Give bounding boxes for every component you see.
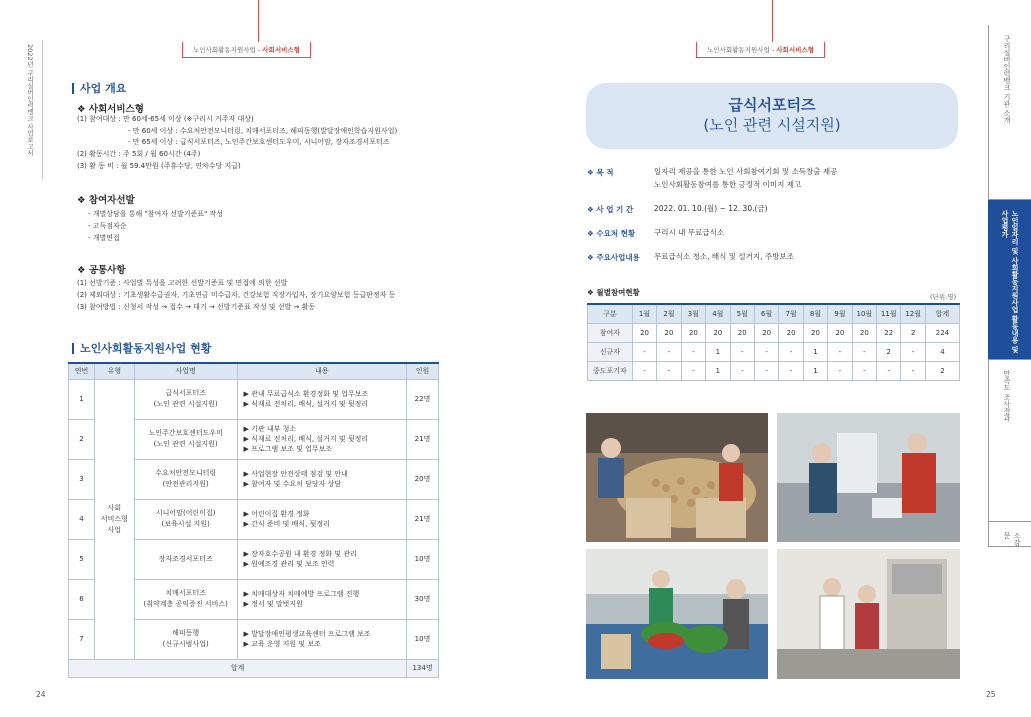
selection-line: - 개별상담을 통해 "참여자 선발기준표" 작성	[88, 210, 224, 218]
total-value: 134명	[407, 659, 439, 677]
program-subtitle: (노인 관련 시설지원)	[703, 116, 841, 134]
header-count: 인원	[407, 363, 439, 379]
info-label-period: ❖ 사 업 기 간	[587, 205, 634, 214]
subtitle-selection: ❖ 참여자선발	[77, 195, 135, 206]
program-status-table	[68, 362, 439, 678]
tab-institution-intro[interactable]: 구리실버인력뱅크 기관 소개	[988, 25, 1031, 200]
type-cell: 사회 서비스형 사업	[94, 379, 134, 659]
program-title-banner	[586, 83, 958, 149]
table-row: 5 장자조경서포터즈 ▶ 장자호수공원 내 환경 정화 및 관리 ▶ 원예조경 관리 및 보조 인력 10명	[69, 539, 439, 579]
overview-line: (3) 활 동 비 : 월 59.4만원 (주휴수당, 연차수당 지급)	[77, 162, 241, 170]
section-title-overview: 사업 개요	[72, 83, 126, 94]
table-row: 7 해피동행 (신규시범사업) ▶ 발달장애인평생교육센터 프로그램 보조 ▶ 교육 운영 지원 및 보조 10명	[69, 619, 439, 659]
left-page-header: 노인사회활동지원사업 - 사회서비스형	[182, 42, 311, 58]
activity-photo-serving	[777, 549, 960, 679]
tab-satisfaction-survey[interactable]: 만족도 조사결과	[988, 360, 1031, 522]
overview-line: - 만 60세 이상 : 수요처안전모니터링, 치매서포터즈, 해피동행(발달장애인학습지원사업)	[128, 126, 398, 135]
selection-line: - 개별면접	[88, 234, 120, 242]
activity-photo-vegetables	[586, 549, 768, 679]
header-content: 내용	[237, 363, 407, 379]
header-name: 사업명	[134, 363, 237, 379]
table-row: 2 노인주간보호센터도우미 (노인 관련 시설지원) ▶ 기관 내부 청소 ▶ 식재료 전처리, 배식, 설거지 및 뒷정리 ▶ 프로그램 보조 및 업무보조 21명	[69, 419, 439, 459]
selection-line: - 고득점자순	[88, 222, 127, 230]
right-page-header: 노인사회활동지원사업 - 사회서비스형	[696, 42, 825, 58]
left-spine-text: 2022년 구리실버인력뱅크 사업보고서	[26, 44, 34, 156]
tab-testimonials[interactable]: 소감문	[988, 522, 1031, 547]
monthly-header-row: 구분 1월 2월 3월 4월 5월 6월 7월 8월 9월 10월 11월 12월 합계	[588, 304, 960, 323]
table-total-row	[69, 659, 439, 677]
monthly-title: ❖ 월별참여현황	[587, 288, 640, 297]
monthly-row: 참여자 20 20 20 20 20 20 20 20 20 20 22 2 224	[588, 323, 960, 342]
header-line	[258, 0, 259, 42]
common-line: (1) 선발기준 : 사업별 특성을 고려한 선발기준표 및 면접에 의한 선발	[77, 279, 288, 287]
table-row: 4 시니어맘(어린이집) (보육시설 지원) ▶ 어린이집 환경 정화 ▶ 간식 준비 및 배식, 뒷정리 21명	[69, 499, 439, 539]
table-row: 6 치매서포터즈 (취약계층 공익증진 서비스) ▶ 치매대상자 치매예방 프로그램 진행 ▶ 정서 및 말벗지원 30명	[69, 579, 439, 619]
monthly-row: 신규자 - - - 1 - - - 1 - - 2 - 4	[588, 342, 960, 361]
info-value-purpose: 일자리 제공을 통한 노인 사회참여기회 및 소득창출 제공 노인사회활동참여를 통한 긍정적 이미지 제고	[654, 167, 838, 189]
common-line: (2) 제외대상 : 기초생활수급권자, 기초연금 미수급자, 건강보험 직장가입자, 장기요양보험 등급판정자 등	[77, 291, 396, 299]
spine-divider	[42, 40, 43, 180]
right-page-number: 25	[986, 690, 996, 699]
info-label-purpose: ❖ 목 적	[587, 168, 614, 177]
overview-line: (1) 참여대상 : 만 60세-65세 이상 (※구리시 거주자 대상)	[77, 115, 254, 123]
monthly-participation-table	[587, 303, 960, 381]
table-header-row	[69, 363, 439, 379]
overview-line: - 만 65세 이상 : 급식서포터즈, 노인주간보호센터도우미, 시니어맘, 장자조경서포터즈	[128, 138, 390, 146]
total-label: 합계	[69, 659, 407, 677]
unit-label: (단위:명)	[930, 293, 957, 301]
program-title: 급식서포터즈	[728, 96, 816, 114]
subtitle-social-service: ❖ 사회서비스형	[77, 104, 144, 115]
tab-program-activities[interactable]: 노인일자리 및 사회활동지원사업 활동내용 및 사업평가	[988, 200, 1031, 360]
header-no: 연번	[69, 363, 95, 379]
overview-line: (2) 활동시간 : 주 5회 / 월 60시간 (4주)	[77, 150, 201, 158]
header-line	[772, 0, 773, 42]
left-page-number: 24	[36, 690, 46, 699]
info-value-period: 2022. 01. 10.(월) ~ 12. 30.(금)	[654, 204, 768, 213]
activity-photo-kitchen	[777, 413, 960, 542]
info-value-main: 무료급식소 청소, 배식 및 설거지, 주방보조	[654, 252, 794, 261]
header-type: 유형	[94, 363, 134, 379]
table-row: 3 수요처안전모니터링 (안전관리지원) ▶ 사업현장 안전상태 점검 및 안내 ▶ 참여자 및 수요처 담당자 상담 20명	[69, 459, 439, 499]
info-value-site: 구리시 내 무료급식소	[654, 228, 724, 237]
common-line: (3) 참여방법 : 신청서 작성 → 접수 → 대기 → 선발기준표 작성 및 선발 → 활동	[77, 303, 316, 311]
monthly-row: 중도포기자 - - - 1 - - - 1 - - - - 2	[588, 361, 960, 380]
table-row: 1 사회 서비스형 사업 급식서포터즈 (노인 관련 시설지원) ▶ 관내 무료급식소 환경정화 및 업무보조 ▶ 식재료 전처리, 배식, 설거지 및 뒷정리 22명	[69, 379, 439, 419]
subtitle-common: ❖ 공통사항	[77, 265, 126, 276]
info-label-main: ❖ 주요사업내용	[587, 253, 640, 262]
info-label-site: ❖ 수요처 현황	[587, 229, 636, 238]
activity-photo-potatoes	[586, 413, 768, 542]
section-title-status: 노인사회활동지원사업 현황	[72, 343, 211, 354]
